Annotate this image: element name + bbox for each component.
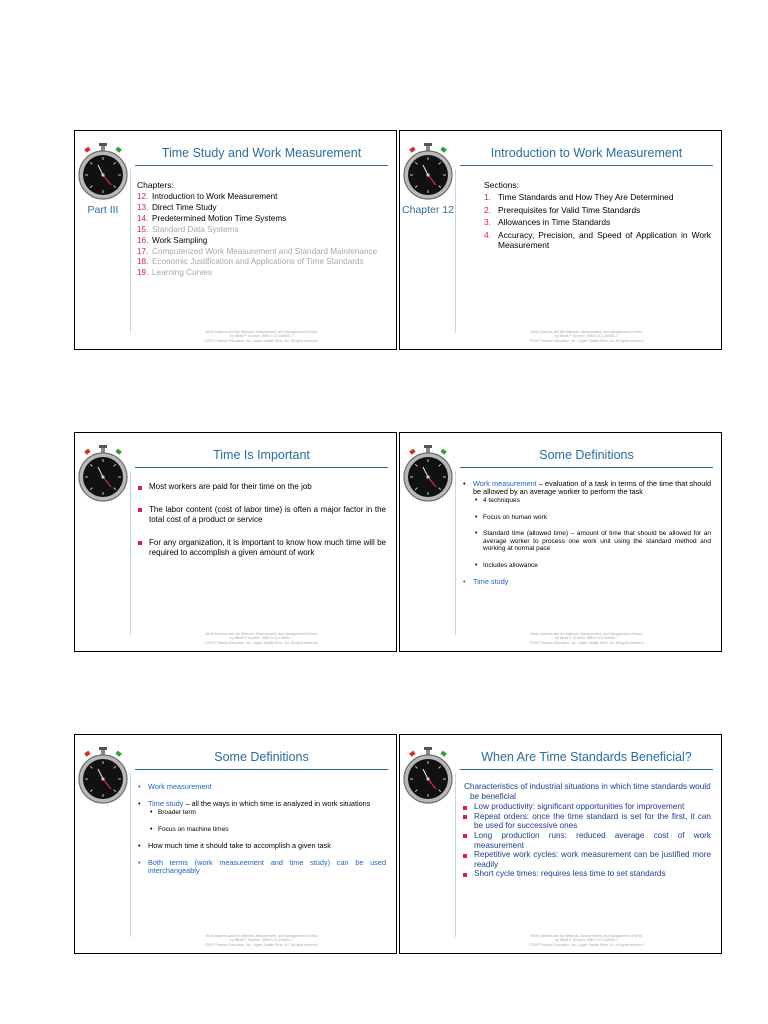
title-rule <box>135 769 388 770</box>
bullet-item: • Work measurement – evaluation of a task in terms of the time that should be allowed by an average worker to perform the task • 4 techniques • Focus on human work • Standard time (allowed time) – amount of time that should be allowed for an average worker to process one work unit using the standard method and working at normal pace • Includes allowance <box>462 480 711 569</box>
bullet-item: • Both terms (work measurement and time study) can be used interchangeably <box>137 859 386 875</box>
title-rule <box>135 165 388 166</box>
slide-title: When Are Time Standards Beneficial? <box>481 750 692 764</box>
slide-footer: Work Systems and the Methods, Measurement, and Management of Work by Mikell P. Groover, ISBN 0-13-140650-7 ©2007 Pearson Education, Inc., Upper Saddle River, NJ. All rights reserved. <box>529 933 644 947</box>
sub-item: • Broader term <box>148 809 386 817</box>
sidebar-divider <box>455 471 456 635</box>
sub-item: • Focus on human work <box>473 514 711 522</box>
chapter-list <box>137 192 386 278</box>
sub-item: • Standard time (allowed time) – amount of time that should be allowed for an average worker to process one work unit using the standard method and working at normal pace <box>473 530 711 553</box>
slide-footer: Work Systems and the Methods, Measurement, and Management of Work by Mikell P. Groover, ISBN 0-13-140650-7 ©2007 Pearson Education, Inc., Upper Saddle River, NJ. All rights reserved. <box>529 329 644 343</box>
slide-time-is-important <box>74 432 397 652</box>
sidebar-divider <box>455 773 456 937</box>
section-item: 2. Prerequisites for Valid Time Standards <box>484 204 641 215</box>
stopwatch-icon <box>403 747 453 805</box>
chapter-item: 19. Learning Curves <box>137 268 213 278</box>
chapter-item: 14. Predetermined Motion Time Systems <box>137 213 287 223</box>
sidebar-divider <box>130 773 131 937</box>
section-item: 4. Accuracy, Precision, and Speed of Application in Work Measurement <box>484 229 711 251</box>
slide-footer: Work Systems and the Methods, Measurement, and Management of Work by Mikell P. Groover, ISBN 0-13-140650-7 ©2007 Pearson Education, Inc., Upper Saddle River, NJ. All rights reserved. <box>204 631 319 645</box>
sub-list <box>148 809 386 833</box>
stopwatch-icon <box>78 445 128 503</box>
slide-some-definitions-1 <box>399 432 722 652</box>
slide-chapter-12 <box>399 130 722 350</box>
chapter-item: 18. Economic Justification and Applications of Time Standards <box>137 257 364 267</box>
slide-body <box>484 180 711 253</box>
sub-item: • Includes allowance <box>473 562 711 570</box>
bullet-item: Repeat orders: once the time standard is set for the first, it can be used for successive ones <box>462 812 711 831</box>
bullet-item: Long production runs: reduced average cost of work measurement <box>462 831 711 850</box>
title-rule <box>460 165 713 166</box>
sub-item: • 4 techniques <box>473 497 711 505</box>
bullet-item: For any organization, it is important to know how much time will be required to accomplish a given amount of work <box>137 538 386 559</box>
stopwatch-icon <box>78 747 128 805</box>
slide-footer: Work Systems and the Methods, Measurement, and Management of Work by Mikell P. Groover, ISBN 0-13-140650-7 ©2007 Pearson Education, Inc., Upper Saddle River, NJ. All rights reserved. <box>529 631 644 645</box>
bullet-list <box>137 783 386 875</box>
slide-title: Some Definitions <box>539 448 634 462</box>
slide-footer: Work Systems and the Methods, Measurement, and Management of Work by Mikell P. Groover, ISBN 0-13-140650-7 ©2007 Pearson Education, Inc., Upper Saddle River, NJ. All rights reserved. <box>204 933 319 947</box>
title-rule <box>460 467 713 468</box>
slide-body <box>137 180 386 279</box>
section-item: 1. Time Standards and How They Are Determined <box>484 192 674 202</box>
slide-footer: Work Systems and the Methods, Measurement, and Management of Work by Mikell P. Groover, ISBN 0-13-140650-7 ©2007 Pearson Education, Inc., Upper Saddle River, NJ. All rights reserved. <box>204 329 319 343</box>
slide-body <box>137 482 386 559</box>
title-rule <box>135 467 388 468</box>
sub-item: • Focus on machine times <box>148 826 386 834</box>
bullet-item: Most workers are paid for their time on the job <box>137 482 386 493</box>
bullet-list <box>462 802 711 879</box>
slide-body <box>137 783 386 875</box>
slide-some-definitions-2 <box>74 734 397 954</box>
chapter-item: 17. Computerized Work Measurement and Standard Maintenance <box>137 246 378 256</box>
slide-body <box>462 480 711 586</box>
bullet-item: Low productivity: significant opportunities for improvement <box>462 802 711 812</box>
slide-body <box>462 782 711 879</box>
bullet-item: Short cycle times: requires less time to set standards <box>462 869 711 879</box>
chapter-item: 15. Standard Data Systems <box>137 224 239 234</box>
bullet-item: • Time study <box>462 578 711 586</box>
slide-title: Introduction to Work Measurement <box>490 146 683 160</box>
chapter-item: 16. Work Sampling <box>137 235 208 245</box>
sidebar-divider <box>455 169 456 333</box>
section-item: 3. Allowances in Time Standards <box>484 217 611 228</box>
bullet-list <box>462 480 711 586</box>
slide-time-standards-beneficial <box>399 734 722 954</box>
bullet-item: The labor content (cost of labor time) is often a major factor in the total cost of a product or service <box>137 505 386 526</box>
slide-title: Time Study and Work Measurement <box>161 146 362 160</box>
intro-text: Characteristics of industrial situations in which time standards would be beneficial <box>464 782 711 801</box>
stopwatch-icon <box>78 143 128 201</box>
stopwatch-icon <box>403 445 453 503</box>
title-rule <box>460 769 713 770</box>
chapters-heading: Chapters: <box>137 180 174 190</box>
bullet-item: Repetitive work cycles: work measurement can be justified more readily <box>462 850 711 869</box>
sections-heading: Sections: <box>484 180 519 190</box>
slide-title: Time Is Important <box>213 448 310 462</box>
part-label: Part III <box>87 204 119 216</box>
sidebar-divider <box>130 169 131 333</box>
stopwatch-icon <box>403 143 453 201</box>
bullet-item: • Time study – all the ways in which time is analyzed in work situations • Broader term • Focus on machine times <box>137 800 386 833</box>
bullet-item: • Work measurement <box>137 783 386 791</box>
chapter-item: 13. Direct Time Study <box>137 202 217 212</box>
chapter-item: 12. Introduction to Work Measurement <box>137 192 278 201</box>
bullet-list <box>137 482 386 559</box>
slide-title: Some Definitions <box>214 750 309 764</box>
sidebar-divider <box>130 471 131 635</box>
bullet-item: • How much time it should take to accomplish a given task <box>137 842 386 850</box>
sub-list <box>473 497 711 569</box>
slide-part-iii <box>74 130 397 350</box>
section-list <box>484 192 711 251</box>
chapter-label: Chapter 12 <box>402 204 454 216</box>
